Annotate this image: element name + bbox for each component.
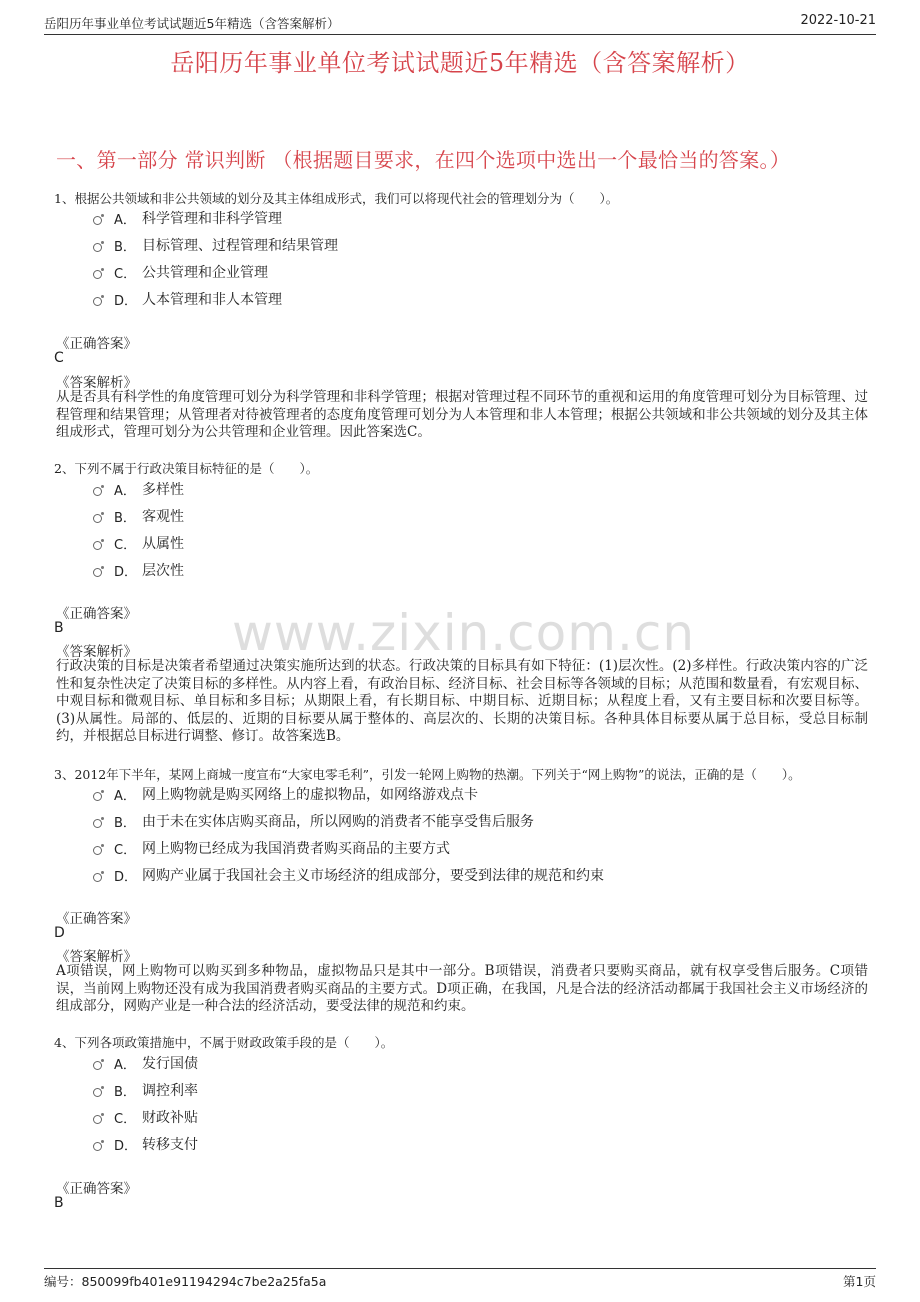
radio-icon[interactable]	[93, 568, 102, 577]
radio-icon[interactable]	[93, 514, 102, 523]
correct-answer-label: 《正确答案》	[56, 1181, 137, 1197]
option-c[interactable]: C． 公共管理和企业管理	[93, 262, 268, 282]
radio-icon[interactable]	[93, 270, 102, 279]
radio-icon[interactable]	[93, 487, 102, 496]
radio-icon[interactable]	[93, 1061, 102, 1070]
correct-answer: C	[54, 350, 64, 366]
question-stem: 4、下列各项政策措施中，不属于财政政策手段的是（ ）。	[54, 1035, 394, 1050]
section-title: 一、第一部分 常识判断 （根据题目要求，在四个选项中选出一个最恰当的答案。）	[56, 148, 791, 172]
watermark: www.zixin.com.cn	[232, 604, 696, 662]
document-title: 岳阳历年事业单位考试试题近5年精选（含答案解析）	[170, 49, 750, 77]
page-header	[44, 12, 876, 35]
explanation-text: 从是否具有科学性的角度管理可划分为科学管理和非科学管理；根据对管理过程不同环节的重视和运用的角度管理可划分为目标管理、过程管理和结果管理；从管理者对待被管理者的态度角度管理可划分为人本管理和非人本管理；根据公共领域和非公共领域的划分及其主体组成形式，管理可划分为公共管理和企业管理。因此答案选C。	[56, 389, 868, 440]
question-stem: 1、根据公共领域和非公共领域的划分及其主体组成形式，我们可以将现代社会的管理划分为（ ）。	[54, 191, 619, 206]
question-stem: 2、下列不属于行政决策目标特征的是（ ）。	[54, 461, 319, 476]
radio-icon[interactable]	[93, 243, 102, 252]
radio-icon[interactable]	[93, 792, 102, 801]
header-date: 2022-10-21	[800, 13, 876, 28]
radio-icon[interactable]	[93, 846, 102, 855]
radio-icon[interactable]	[93, 819, 102, 828]
correct-answer: D	[54, 925, 65, 941]
option-a[interactable]: A． 发行国债	[93, 1053, 198, 1073]
explanation-label: 《答案解析》	[56, 375, 137, 391]
page-number: 第1页	[843, 1274, 876, 1289]
correct-answer: B	[54, 1195, 64, 1211]
option-b[interactable]: B． 由于未在实体店购买商品，所以网购的消费者不能享受售后服务	[93, 811, 534, 831]
option-b[interactable]: B． 客观性	[93, 506, 184, 526]
option-d[interactable]: D． 人本管理和非人本管理	[93, 289, 282, 309]
option-d[interactable]: D． 网购产业属于我国社会主义市场经济的组成部分，要受到法律的规范和约束	[93, 865, 604, 885]
explanation-label: 《答案解析》	[56, 949, 137, 965]
explanation-text: 行政决策的目标是决策者希望通过决策实施所达到的状态。行政决策的目标具有如下特征：(1)层次性。(2)多样性。行政决策内容的广泛性和复杂性决定了决策目标的多样性。从内容上看，有政治目标、经济目标、社会目标等各领域的目标；从范围和数量看，有宏观目标、中观目标和微观目标、单目标和多目标；从期限上看，有长期目标、中期目标、近期目标；从程度上看，又有主要目标和次要目标等。(3)从属性。局部的、低层的、近期的目标要从属于整体的、高层次的、长期的决策目标。各种具体目标要从属于总目标，受总目标制约，并根据总目标进行调整、修订。故答案选B。	[56, 658, 868, 744]
radio-icon[interactable]	[93, 297, 102, 306]
option-a[interactable]: A． 科学管理和非科学管理	[93, 208, 282, 228]
correct-answer-label: 《正确答案》	[56, 606, 137, 622]
option-c[interactable]: C． 网上购物已经成为我国消费者购买商品的主要方式	[93, 838, 450, 858]
option-c[interactable]: C． 财政补贴	[93, 1107, 198, 1127]
option-a[interactable]: A． 网上购物就是购买网络上的虚拟物品，如网络游戏点卡	[93, 784, 478, 804]
footer-code: 编号：850099fb401e91194294c7be2a25fa5a	[44, 1274, 327, 1289]
correct-answer-label: 《正确答案》	[56, 336, 137, 352]
explanation-text: A项错误，网上购物可以购买到多种物品，虚拟物品只是其中一部分。B项错误，消费者只要购买商品，就有权享受售后服务。C项错误，当前网上购物还没有成为我国消费者购买商品的主要方式。D项正确，在我国，凡是合法的经济活动都属于我国社会主义市场经济的组成部分，网购产业是一种合法的经济活动，要受法律的规范和约束。	[56, 963, 868, 1014]
question-stem: 3、2012年下半年，某网上商城一度宣布“大家电零毛利”，引发一轮网上购物的热潮。下列关于“网上购物”的说法，正确的是（ ）。	[54, 767, 801, 782]
option-d[interactable]: D． 转移支付	[93, 1134, 198, 1154]
option-b[interactable]: B． 调控利率	[93, 1080, 198, 1100]
option-b[interactable]: B． 目标管理、过程管理和结果管理	[93, 235, 338, 255]
radio-icon[interactable]	[93, 873, 102, 882]
option-a[interactable]: A． 多样性	[93, 479, 184, 499]
radio-icon[interactable]	[93, 216, 102, 225]
correct-answer: B	[54, 620, 64, 636]
radio-icon[interactable]	[93, 1142, 102, 1151]
correct-answer-label: 《正确答案》	[56, 911, 137, 927]
option-d[interactable]: D． 层次性	[93, 560, 184, 580]
radio-icon[interactable]	[93, 1088, 102, 1097]
option-c[interactable]: C． 从属性	[93, 533, 184, 553]
explanation-label: 《答案解析》	[56, 644, 137, 660]
header-doc-title: 岳阳历年事业单位考试试题近5年精选（含答案解析）	[44, 16, 340, 31]
radio-icon[interactable]	[93, 541, 102, 550]
radio-icon[interactable]	[93, 1115, 102, 1124]
page-footer	[44, 1268, 876, 1291]
